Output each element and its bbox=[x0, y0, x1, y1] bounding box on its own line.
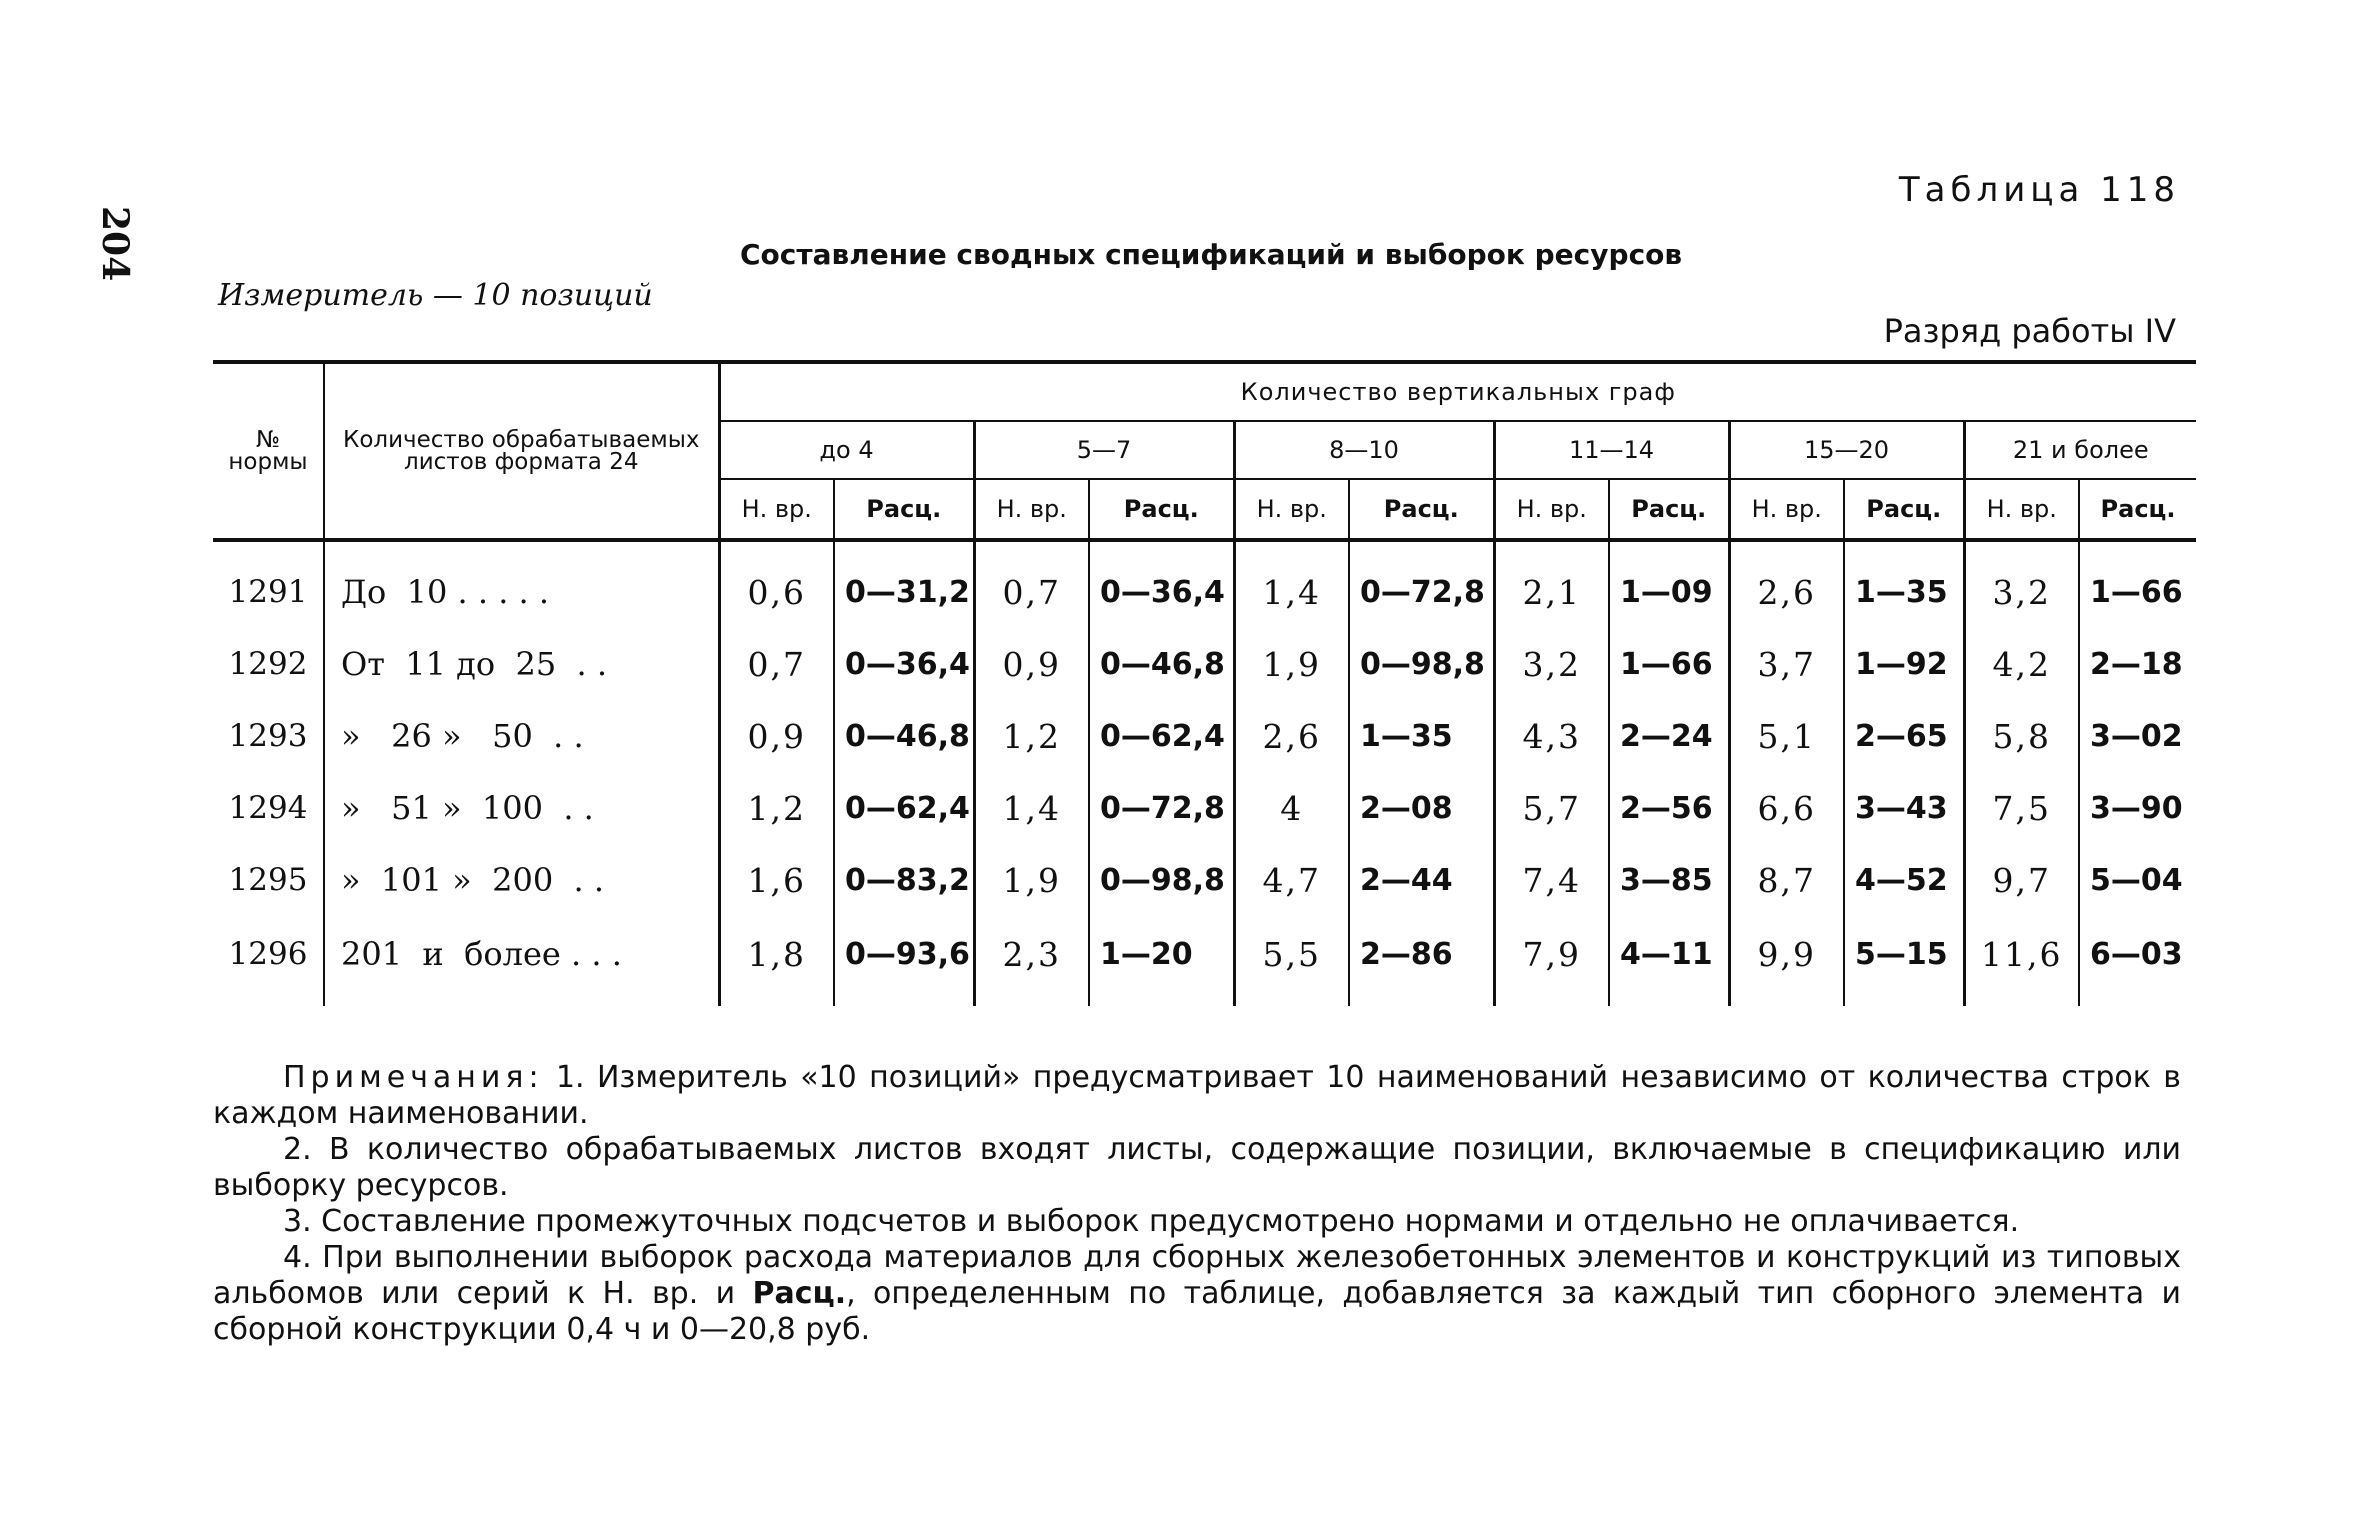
sheets-count: От 11 до 25 . . bbox=[324, 628, 719, 700]
norm-time-value: 5,1 bbox=[1729, 700, 1844, 772]
note-1-text: 1. Измеритель «10 позиций» предусматривает 10 наименований независимо от количества строк в каждом наименовании. bbox=[213, 1060, 2181, 1131]
rate-value: 1—66 bbox=[1609, 628, 1729, 700]
norm-time-value: 2,3 bbox=[974, 916, 1089, 992]
norm-time-value: 3,2 bbox=[1494, 628, 1609, 700]
note-4-text-a: 4. При выполнении выборок расхода материалов для сборных железобетонных элементов и конструкций из типовых альбомов или серий к Н. вр. и bbox=[213, 1240, 2181, 1311]
norm-time-value: 5,8 bbox=[1964, 700, 2079, 772]
norm-time-value: 6,6 bbox=[1729, 772, 1844, 844]
rate-value: 3—90 bbox=[2079, 772, 2196, 844]
table-header bbox=[213, 362, 2196, 540]
rate-value: 0—62,4 bbox=[834, 772, 974, 844]
norm-number: 1296 bbox=[228, 936, 308, 972]
sheets-count-header: Количество обрабатываемых листов формата 24 bbox=[324, 362, 719, 540]
table-row bbox=[213, 916, 2196, 992]
norm-time-value: 1,8 bbox=[719, 916, 834, 992]
table-title: Составление сводных спецификаций и выборок ресурсов bbox=[740, 238, 1683, 271]
norm-time-value: 3,7 bbox=[1729, 628, 1844, 700]
norm-time-value: 0,9 bbox=[719, 700, 834, 772]
rate-value: 4—52 bbox=[1844, 844, 1964, 916]
norm-time-value: 1,2 bbox=[719, 772, 834, 844]
rate-value: 0—98,8 bbox=[1349, 628, 1494, 700]
norm-time-value: 1,4 bbox=[1234, 556, 1349, 628]
rate-value: 0—98,8 bbox=[1089, 844, 1234, 916]
rate-value: 1—09 bbox=[1609, 556, 1729, 628]
rate-value: 0—72,8 bbox=[1089, 772, 1234, 844]
rate-value: 0—93,6 bbox=[834, 916, 974, 992]
norm-number: 1293 bbox=[228, 718, 308, 754]
norm-time-value: 5,5 bbox=[1234, 916, 1349, 992]
norm-time-value: 2,6 bbox=[1234, 700, 1349, 772]
norm-time-value: 7,9 bbox=[1494, 916, 1609, 992]
table-row bbox=[213, 556, 2196, 628]
rate-value: 0—62,4 bbox=[1089, 700, 1234, 772]
rate-value: 2—86 bbox=[1349, 916, 1494, 992]
norm-time-value: 3,2 bbox=[1964, 556, 2079, 628]
rate-value: 1—35 bbox=[1844, 556, 1964, 628]
rate-value: 2—08 bbox=[1349, 772, 1494, 844]
measure-unit: Измеритель — 10 позиций bbox=[218, 278, 653, 313]
norm-time-value: 4,2 bbox=[1964, 628, 2079, 700]
vertical-columns-header: Количество вертикальных граф bbox=[719, 362, 2196, 421]
column-group-header: 8—10 bbox=[1234, 421, 1494, 479]
norm-time-header: Н. вр. bbox=[1729, 479, 1844, 540]
rate-value: 0—46,8 bbox=[1089, 628, 1234, 700]
rate-value: 0—36,4 bbox=[1089, 556, 1234, 628]
notes bbox=[213, 1060, 2181, 1348]
note-4-text-b: , определенным по таблице, добавляется за каждый тип сборного элемента и сборной конструкции 0,4 ч и 0—20,8 руб. bbox=[213, 1276, 2181, 1347]
rate-header: Расц. bbox=[1349, 479, 1494, 540]
rate-header: Расц. bbox=[834, 479, 974, 540]
norm-time-header: Н. вр. bbox=[1494, 479, 1609, 540]
rate-header: Расц. bbox=[2079, 479, 2196, 540]
rate-value: 2—24 bbox=[1609, 700, 1729, 772]
rate-value: 3—02 bbox=[2079, 700, 2196, 772]
norm-time-value: 1,6 bbox=[719, 844, 834, 916]
norm-time-value: 7,4 bbox=[1494, 844, 1609, 916]
sheets-count: » 26 » 50 . . bbox=[324, 700, 719, 772]
norm-time-header: Н. вр. bbox=[1234, 479, 1349, 540]
table-body bbox=[213, 540, 2196, 1006]
rate-value: 3—85 bbox=[1609, 844, 1729, 916]
norm-time-value: 5,7 bbox=[1494, 772, 1609, 844]
rate-value: 0—31,2 bbox=[834, 556, 974, 628]
rate-value: 2—18 bbox=[2079, 628, 2196, 700]
norm-time-value: 9,9 bbox=[1729, 916, 1844, 992]
sheets-count: » 101 » 200 . . bbox=[324, 844, 719, 916]
norm-time-value: 0,7 bbox=[719, 628, 834, 700]
rate-value: 2—56 bbox=[1609, 772, 1729, 844]
norm-time-value: 4,3 bbox=[1494, 700, 1609, 772]
rate-value: 0—46,8 bbox=[834, 700, 974, 772]
norm-time-header: Н. вр. bbox=[974, 479, 1089, 540]
norm-time-value: 4 bbox=[1234, 772, 1349, 844]
note-1 bbox=[213, 1060, 2181, 1132]
note-3: 3. Составление промежуточных подсчетов и выборок предусмотрено нормами и отдельно не оплачивается. bbox=[283, 1204, 2020, 1239]
norms-table bbox=[213, 360, 2196, 1006]
rate-value: 5—04 bbox=[2079, 844, 2196, 916]
norm-time-header: Н. вр. bbox=[719, 479, 834, 540]
work-grade: Разряд работы IV bbox=[1883, 312, 2176, 350]
rate-value: 1—20 bbox=[1089, 916, 1234, 992]
norm-time-value: 1,2 bbox=[974, 700, 1089, 772]
sheets-count: До 10 . . . . . bbox=[324, 556, 719, 628]
table-row bbox=[213, 628, 2196, 700]
norm-time-value: 1,9 bbox=[974, 844, 1089, 916]
rate-value: 0—36,4 bbox=[834, 628, 974, 700]
norm-time-value: 8,7 bbox=[1729, 844, 1844, 916]
table-row bbox=[213, 844, 2196, 916]
rate-value: 0—72,8 bbox=[1349, 556, 1494, 628]
sheets-count: » 51 » 100 . . bbox=[324, 772, 719, 844]
norm-number: 1294 bbox=[228, 790, 308, 826]
rate-value: 2—44 bbox=[1349, 844, 1494, 916]
column-group-header: 15—20 bbox=[1729, 421, 1964, 479]
norm-time-value: 2,6 bbox=[1729, 556, 1844, 628]
norm-time-value: 1,9 bbox=[1234, 628, 1349, 700]
rate-value: 1—35 bbox=[1349, 700, 1494, 772]
note-4-rate: Расц. bbox=[752, 1276, 847, 1311]
norm-time-value: 4,7 bbox=[1234, 844, 1349, 916]
norm-number-header: № нормы bbox=[228, 427, 308, 475]
norm-time-value: 7,5 bbox=[1964, 772, 2079, 844]
table-row bbox=[213, 772, 2196, 844]
rate-header: Расц. bbox=[1844, 479, 1964, 540]
norm-time-value: 2,1 bbox=[1494, 556, 1609, 628]
rate-header: Расц. bbox=[1089, 479, 1234, 540]
column-group-header: до 4 bbox=[719, 421, 974, 479]
norm-time-value: 0,9 bbox=[974, 628, 1089, 700]
norm-time-value: 9,7 bbox=[1964, 844, 2079, 916]
rate-value: 2—65 bbox=[1844, 700, 1964, 772]
norm-number: 1295 bbox=[228, 862, 308, 898]
page-number: 204 bbox=[94, 206, 136, 282]
norm-time-value: 0,6 bbox=[719, 556, 834, 628]
notes-label: Примечания: bbox=[283, 1060, 544, 1095]
norm-time-value: 1,4 bbox=[974, 772, 1089, 844]
rate-value: 0—83,2 bbox=[834, 844, 974, 916]
rate-value: 1—92 bbox=[1844, 628, 1964, 700]
norm-time-header: Н. вр. bbox=[1964, 479, 2079, 540]
rate-value: 5—15 bbox=[1844, 916, 1964, 992]
column-group-header: 21 и более bbox=[1964, 421, 2196, 479]
table-number: Таблица 118 bbox=[1898, 170, 2180, 210]
table-row bbox=[213, 700, 2196, 772]
rate-value: 1—66 bbox=[2079, 556, 2196, 628]
column-group-header: 5—7 bbox=[974, 421, 1234, 479]
rate-header: Расц. bbox=[1609, 479, 1729, 540]
rate-value: 6—03 bbox=[2079, 916, 2196, 992]
note-4 bbox=[213, 1240, 2181, 1348]
note-2: 2. В количество обрабатываемых листов входят листы, содержащие позиции, включаемые в спецификацию или выборку ресурсов. bbox=[213, 1132, 2181, 1203]
norm-time-value: 11,6 bbox=[1964, 916, 2079, 992]
norm-number: 1292 bbox=[228, 646, 308, 682]
norm-number: 1291 bbox=[228, 574, 308, 610]
column-group-header: 11—14 bbox=[1494, 421, 1729, 479]
norm-time-value: 0,7 bbox=[974, 556, 1089, 628]
rate-value: 3—43 bbox=[1844, 772, 1964, 844]
rate-value: 4—11 bbox=[1609, 916, 1729, 992]
sheets-count: 201 и более . . . bbox=[324, 916, 719, 992]
